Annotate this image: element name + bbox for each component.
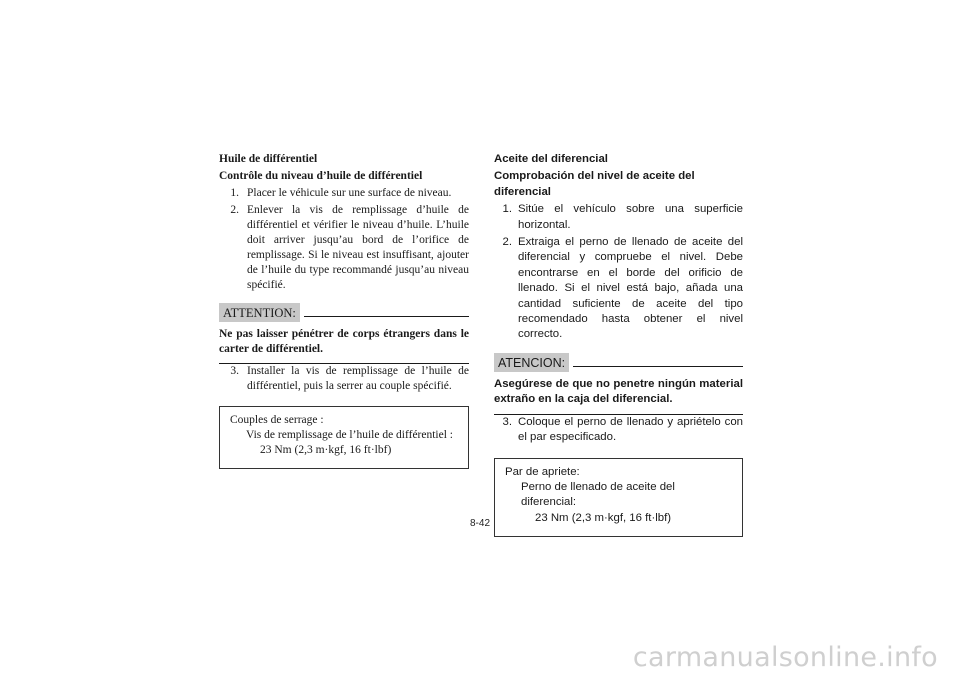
warning-header	[219, 300, 469, 322]
warning-label: ATENCION:	[494, 353, 569, 372]
step-text: Extraiga el perno de llenado de aceite del diferencial y compruebe el nivel. Debe encontrarse en el borde del orificio de llenado. Si el nivel está bajo, añada una cantidad suficiente de aceite del tipo recomendado hasta obtener el nivel correcto.	[518, 236, 743, 341]
spec-value: 23 Nm (2,3 m·kgf, 16 ft·lbf)	[260, 444, 392, 456]
procedure-steps	[494, 202, 743, 343]
step-item	[494, 415, 743, 446]
step-number: 2.	[502, 236, 512, 249]
step-number: 1.	[230, 187, 239, 199]
page-number: 8-42	[469, 518, 490, 529]
warning-header	[494, 350, 743, 372]
step-item	[219, 203, 469, 293]
warning-text: Ne pas laisser pénétrer de corps étrangers dans le carter de différentiel.	[219, 327, 469, 364]
step-text: Sitúe el vehículo sobre una superficie horizontal.	[518, 203, 743, 231]
warning-rule	[573, 366, 743, 367]
watermark-text: carmanualsonline.info	[632, 642, 938, 673]
step-text: Installer la vis de remplissage de l’huile de différentiel, puis la serrer au couple spécifié.	[247, 365, 469, 392]
step-text: Placer le véhicule sur une surface de niveau.	[247, 187, 452, 199]
step-item	[494, 202, 743, 233]
procedure-steps-continued	[219, 364, 469, 394]
warning-rule	[304, 316, 469, 317]
spec-title: Couples de serrage :	[230, 414, 324, 426]
step-number: 3.	[502, 415, 512, 428]
subsection-heading: Contrôle du niveau d’huile de différentiel	[219, 170, 423, 182]
spec-title: Par de apriete:	[505, 465, 580, 478]
section-heading: Aceite del diferencial	[494, 153, 608, 165]
step-number: 3.	[230, 365, 239, 377]
french-column	[219, 152, 469, 469]
step-item	[219, 186, 469, 201]
step-number: 1.	[502, 203, 512, 216]
step-item	[494, 235, 743, 343]
step-item	[219, 364, 469, 394]
spec-item: Vis de remplissage de l’huile de différentiel :	[246, 429, 453, 441]
spec-value: 23 Nm (2,3 m·kgf, 16 ft·lbf)	[535, 511, 672, 524]
warning-label: ATTENTION:	[219, 303, 300, 322]
spanish-column	[494, 152, 743, 537]
spec-item: Perno de llenado de aceite del diferencial:	[521, 480, 675, 509]
procedure-steps-continued	[494, 415, 743, 446]
warning-text: Asegúrese de que no penetre ningún material extraño en la caja del diferencial.	[494, 377, 743, 415]
procedure-steps	[219, 186, 469, 293]
spec-box	[219, 406, 469, 469]
section-heading: Huile de différentiel	[219, 153, 318, 165]
step-text: Coloque el perno de llenado y apriételo con el par especificado.	[518, 415, 743, 444]
step-text: Enlever la vis de remplissage d’huile de différentiel et vérifier le niveau d’huile. L’huile doit arriver jusqu’au bord de l’orifice de remplissage. Si le niveau est insuffisant, ajouter de l’huile du type recommandé jusqu’au niveau spécifié.	[247, 204, 469, 291]
step-number: 2.	[230, 204, 239, 216]
subsection-heading: Comprobación del nivel de aceite del diferencial	[494, 170, 695, 198]
